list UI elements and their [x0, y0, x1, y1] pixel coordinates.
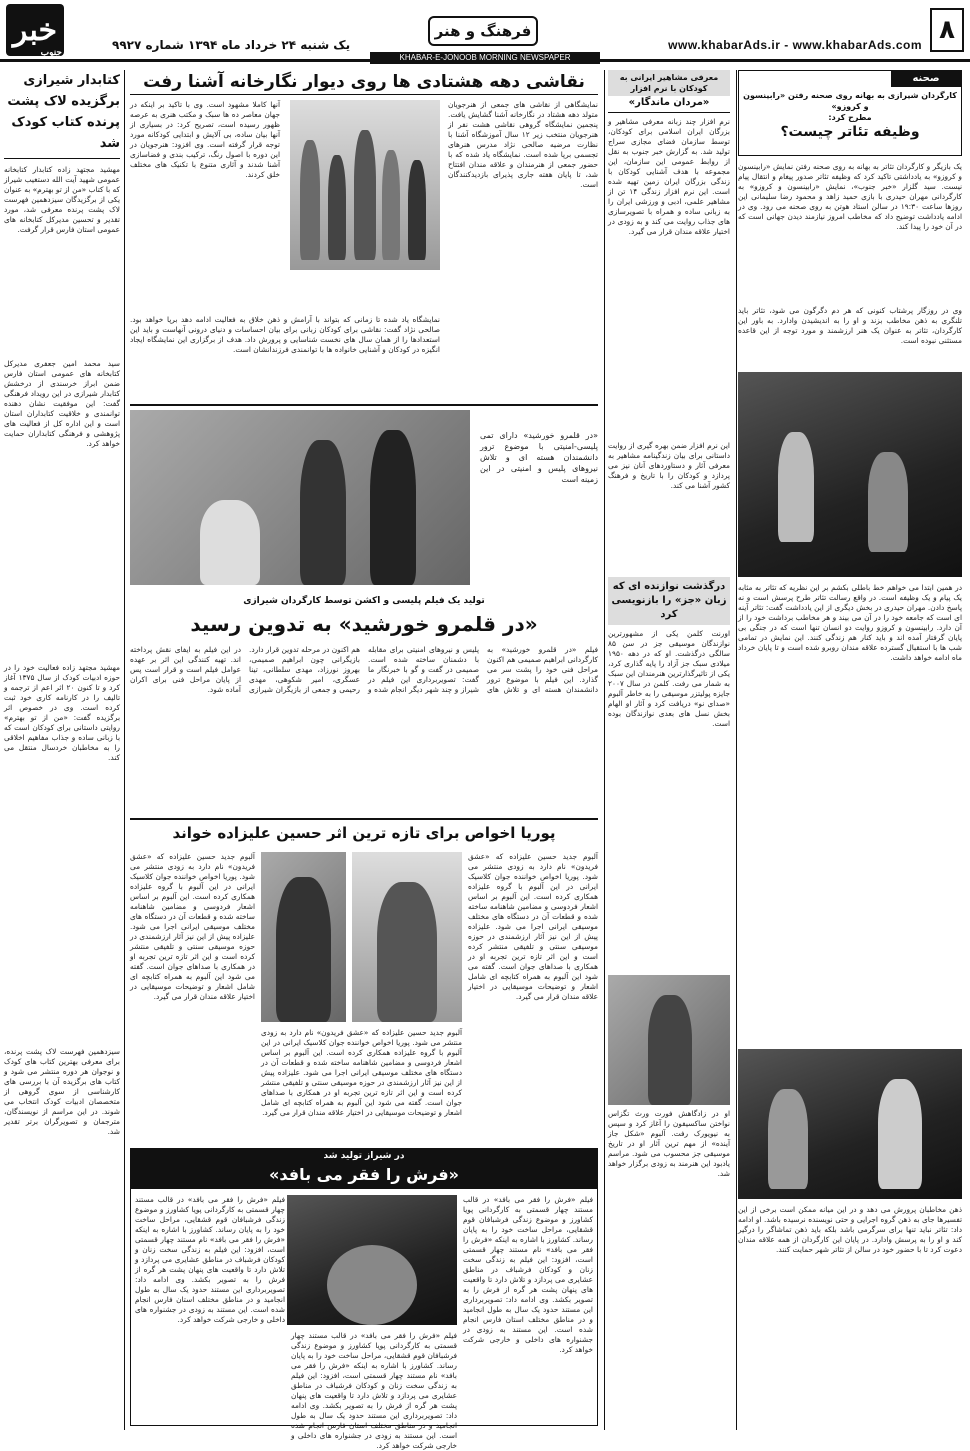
date-issue: یک شنبه ۲۴ خرداد ماه ۱۳۹۴ شماره ۹۹۲۷ [112, 38, 351, 52]
gallery-title: نقاشی دهه هشتادی ها روی دیوار نگارخانه آشنا رفت [130, 70, 598, 95]
theatre-body-1: یک بازیگر و کارگردان تئاتر به بهانه به روی صحنه رفتن نمایش «رابینسون و کروزو» به یادداشتی تاکید کرد که وظیفه تئاتر صدور پیغام و انتقال پیام نیست. سید گلزار «خبر جنوب»، نمایش «رابینسون و کروزو» به کارگردانی مهران حیدری با بازی حمید زاهد و محمود رضا سلیمانی این روزها ساعت ۱۹:۳۰ در سالن استاد هوتن به روی صحنه می رود. وی در ادامه یادداشت توضیح داد که مخاطب امروز نیازمند دیدن جهانی است که در آن خود را پیدا کند. [738, 162, 963, 231]
theatre-title: وظیفه تئاتر چیست؟ [780, 124, 920, 140]
theatre-sub: مطرح کرد: [828, 113, 872, 122]
jazz-body-1: اورنت کلمن یکی از مشهورترین نوازندگان موسیقی جز در سن ۸۵ سالگی درگذشت. او که در دهه ۱۹۵۰ میلادی سبک جز آزاد را پایه گذاری کرد، یکی از تاثیرگذارترین هنرمندان این سبک به شمار می رفت. کلمن در سال ۲۰۰۷ جایزه پولیتزر موسیقی را به خاطر آلبوم «صدای نو» دریافت کرد و آثار او الهام بخش نسل های بعدی نوازندگان بوده است. [608, 629, 730, 728]
column-divider [124, 70, 125, 1430]
tagline: KHABAR-E-JONOOB MORNING NEWSPAPER [370, 52, 600, 64]
library-body-4: سیزدهمین فهرست لاک پشت پرنده، برای معرفی بهترین کتاب های کودک و نوجوان هر دوره منتشر می شود و کتاب های برگزیده آن با بررسی های کارشناسی از سوی گروهی از متخصصان ادبیات کودک انتخاب می شوند. در این مراسم از نویسندگان، مترجمان و تصویرگران برتر تقدیر شد. [4, 1047, 120, 1136]
column-divider [736, 70, 737, 1430]
logo-text: خبر [12, 12, 58, 48]
section-rule [130, 404, 598, 406]
film-story [130, 410, 598, 815]
jazz-body-2: او در زادگاهش فورت ورث تگزاس نواختن ساکسیفون را آغاز کرد و سپس به نیویورک رفت. آلبوم «شکل جاز آینده» از مهم ترین آثار او در تاریخ موسیقی جز محسوب می شود. مراسم یادبود این هنرمند به زودی برگزار خواهد شد. [608, 1109, 730, 1178]
composer-photo [261, 852, 346, 1022]
music-story [130, 822, 598, 1142]
film-body: فیلم «در قلمرو خورشید» به کارگردانی ابراهیم صمیمی هم اکنون مراحل فنی خود را پشت سر می گذارد. این فیلم با موضوع ترور دانشمندان هسته ای و تلاش های پلیس و نیروهای امنیتی برای مقابله با دشمنان ساخته شده است. صمیمی در گفت و گو با خبرنگار ما گفت: تصویربرداری این فیلم در شیراز و چند شهر دیگر انجام شده و هم اکنون در مرحله تدوین قرار دارد. بازیگرانی چون ابراهیم صمیمی، بهروز نورزاد، مهدی سلطانی، تینا عسگری، امیر شکوهی، مهدی رحیمی و جمعی از بازیگران شیرازی در این فیلم به ایفای نقش پرداخته اند. تهیه کنندگی این اثر بر عهده عوامل فیلم است و قرار است پس از پایان مراحل فنی برای اکران آماده شود. [130, 645, 598, 694]
page-number: ۸ [930, 8, 964, 52]
logo-sub: جنوب [40, 48, 62, 58]
gallery-body-3: نمایشگاه یاد شده تا زمانی که بتواند با آرامش و ذهن خلاق به فعالیت ادامه دهد برپا خواهد بود. صالحی نژاد گفت: نقاشی برای کودکان زبانی برای بیان احساسات و دنیای درونی آنهاست و باید این استعدادها را از همان سال های نخست شناسایی و پرورش داد. هدف از برگزاری این نمایشگاه ایجاد انگیزه در کودکان و آشنایی خانواده ها با توانمندی فرزندانشان است. [130, 315, 440, 354]
theatre-column [738, 70, 962, 1425]
singer-photo [352, 852, 462, 1022]
authors-pre: معرفی مشاهیر ایرانی به کودکان با نرم افزار [608, 70, 730, 96]
library-body-1: مهشید مجتهد زاده کتابدار کتابخانه عمومی شهید آیت الله دستغیب شیراز که با کتاب «من از تو بهترم» به عنوان یکی از برگزیدگان سیزدهمین فهرست لاک پشت پرنده معرفی شد، مورد تقدیر و تحسین مدیرکل کتابخانه های عمومی استان فارس قرار گرفت. [4, 165, 120, 234]
gallery-story [130, 70, 598, 400]
theatre-header-box [738, 70, 962, 156]
carpet-photo [287, 1195, 457, 1325]
carpet-body-cont: فیلم «فرش را فقر می بافد» در قالب مستند چهار قسمتی به کارگردانی پویا کشاورز و موضوع زندگی فرشبافان قوم قشقایی، مراحل ساخت خود را به پایان رساند. کشاورز با اشاره به اینکه «فرش را فقر می بافد» نام مستند چهار قسمتی است، افزود: این فیلم به زندگی سخت زنان و کودکان فرشباف در مناطق عشایری می پردازد و تلاش دارد تا واقعیت های پنهان پشت هر گره از فرش را به تصویر بکشد. وی ادامه داد: تصویربرداری این مستند حدود یک سال به طول انجامید و در مناطق مختلف استان فارس انجام شده است. این مستند به زودی در جشنواره های داخلی و خارجی شرکت خواهد کرد. [135, 1195, 285, 1324]
library-title: کتابدار شیرازی برگزیده لاک پشت پرنده کتاب کودک شد [4, 70, 120, 159]
library-body-3: مهشید مجتهد زاده فعالیت خود را در حوزه ادبیات کودک از سال ۱۳۷۵ آغاز کرد و تا کنون ۲۰ اثر اعم از ترجمه و تالیف را در کارنامه کاری خود ثبت کرده است. وی در خصوص اثر برگزیده گفت: «من از تو بهترم» روایتی داستانی برای کودکان است که با زبانی ساده و جذاب مفاهیم اخلاقی را به مخاطبان خردسال منتقل می کند. [4, 663, 120, 762]
police-photo [130, 410, 470, 585]
film-caption: «در قلمرو خورشید» دارای تمی پلیسی-امنیتی با موضوع ترور دانشمندان هسته ای و تلاش نیروهای پلیس و امنیتی در این زمینه است [480, 431, 598, 484]
authors-column [608, 70, 730, 1425]
carpet-body-bottom: فیلم «فرش را فقر می بافد» در قالب مستند چهار قسمتی به کارگردانی پویا کشاورز و موضوع زندگی فرشبافان قوم قشقایی، مراحل ساخت خود را به پایان رساند. کشاورز با اشاره به اینکه «فرش را فقر می بافد» نام مستند چهار قسمتی است، افزود: این فیلم به زندگی سخت زنان و کودکان فرشباف در مناطق عشایری می پردازد و تلاش دارد تا واقعیت های پنهان پشت هر گره از فرش را به تصویر بکشد. وی ادامه داد: تصویربرداری این مستند حدود یک سال به طول انجامید و در مناطق مختلف استان فارس انجام شده است. این مستند به زودی در جشنواره های داخلی و خارجی شرکت خواهد کرد. [291, 1331, 457, 1450]
carpet-title: «فرش را فقر می بافد» [131, 1163, 597, 1189]
theatre-photo-2 [738, 1049, 962, 1199]
theatre-body-4: ذهن مخاطبان پرورش می دهد و در این میانه ممکن است برخی از این تفسیرها جای به ذهن گروه اجرایی و حتی نویسنده نرسیده باشد. او ادامه داد: تئاتر نباید تنها برای سرگرمی باشد بلکه باید ذهن تماشاگر را درگیر کند و او را به پرسش وادارد. در پایان این کارگردان از همه علاقه مندان دعوت کرد تا با حضور خود در سالن از تئاتر شهر حمایت کنند. [738, 1205, 962, 1254]
carpet-story [130, 1148, 598, 1450]
saxophone-photo [608, 975, 730, 1105]
section-title: فرهنگ و هنر [428, 16, 538, 46]
carpet-body: فیلم «فرش را فقر می بافد» در قالب مستند چهار قسمتی به کارگردانی پویا کشاورز و موضوع زندگی فرشبافان قوم قشقایی، مراحل ساخت خود را به پایان رساند. کشاورز با اشاره به اینکه «فرش را فقر می بافد» نام مستند چهار قسمتی است، افزود: این فیلم به زندگی سخت زنان و کودکان فرشباف در مناطق عشایری می پردازد و تلاش دارد تا واقعیت های پنهان پشت هر گره از فرش را به تصویر بکشد. وی ادامه داد: تصویربرداری این مستند حدود یک سال به طول انجامید و در مناطق مختلف استان فارس انجام شده است. این مستند به زودی در جشنواره های داخلی و خارجی شرکت خواهد کرد. [463, 1195, 593, 1354]
carpet-kicker: در شیراز تولید شد [131, 1149, 597, 1163]
theatre-body-2: وی در روزگار پرشتاب کنونی که هر دم دگرگون می شود، تئاتر باید تلنگری به ذهن مخاطب بزند و او را به اندیشیدن وادارد. به باور این کارگردان، تئاتر به عنوان یک هنر ارزشمند و مورد توجه از این قاعده مستثنی نبوده است. [738, 306, 962, 345]
gallery-photo [290, 100, 440, 270]
authors-body-2: این نرم افزار ضمن بهره گیری از روایت داستانی برای بیان زندگینامه مشاهیر به معرفی آثار و دستاوردهای آنان نیز می پردازد و کودکان را با تاریخ و فرهنگ کشور آشنا می کند. [608, 441, 730, 490]
column-divider [604, 70, 605, 1430]
section-rule [130, 818, 598, 820]
theatre-pre-title: کارگردان شیرازی به بهانه روی صحنه رفتن «رابینسون و کروزو» [743, 91, 957, 111]
newspaper-logo [6, 4, 64, 56]
library-body-2: سید محمد امین جعفری مدیرکل کتابخانه های عمومی استان فارس ضمن ابراز خرسندی از درخشش کتابدار شیرازی در این رویداد فرهنگی گفت: این موفقیت نشان دهنده توانمندی و خلاقیت کتابداران استان است و این اداره کل از فعالیت های پژوهشی و فرهنگی کتابداران حمایت خواهد کرد. [4, 359, 120, 448]
theatre-photo-1 [738, 372, 962, 577]
jazz-headline: درگذشت نوازنده ای که زبان «جز» را بازنویسی کرد [608, 577, 730, 625]
film-title: «در قلمرو خورشید» به تدوین رسید [190, 612, 538, 636]
music-body-bottom: آلبوم جدید حسین علیزاده که «عشق فریدون» نام دارد به زودی منتشر می شود. پوریا اخواص خواننده جوان کلاسیک ایرانی در این آلبوم با گروه علیزاده همکاری کرده است. این آلبوم بر اساس اشعار فردوسی و مضامین شاهنامه ساخته شده و قطعات آن در دستگاه های مختلف موسیقی ایرانی اجرا می شود. علیزاده پیش از این نیز آثار ارزشمندی در حوزه موسیقی سنتی و تلفیقی منتشر کرده است و این اثر تازه ترین تجربه او در همکاری با صداهای جوان است. گفته می شود این آلبوم به همراه کتابچه ای شامل اشعار و توضیحات موسیقایی در اختیار علاقه مندان قرار می گیرد. [261, 1028, 462, 1117]
music-title: پوریا اخواص برای تازه ترین اثر حسین علیزاده خواند [172, 824, 556, 842]
authors-body-1: نرم افزار چند زبانه معرفی مشاهیر و بزرگان ایران اسلامی برای کودکان، توسط سازمان فضای مجازی سراج تولید شد. به گزارش خبر جنوب به نقل از روابط عمومی این سازمان، این مجموعه با هدف آشنایی کودکان با زندگی بزرگان ایران زمین تهیه شده است. این نرم افزار زندگی ۱۴ تن از مشاهیر علمی، ادبی و ورزشی ایران را به زبانی ساده و همراه با تصویرسازی های جذاب روایت می کند و به زودی در اختیار علاقه مندان قرار می گیرد. [608, 117, 730, 236]
theatre-body-3: در همین ابتدا می خواهم خط باطلی بکشم بر این نظریه که تئاتر به مثابه یک پیام و یک وظیفه است. در واقع رسالت تئاتر طرح پرسش است و نه پاسخ دادن. مهران حیدری در بخش دیگری از این یادداشت گفت: تئاتر آینه ای است که جامعه خود را در آن می بیند و هر مخاطب برداشت خود را از آن دارد. رابینسون و کروزو روایت دو انسان تنها است که در جنگی بی پایان گرفتار آمده اند و باید کنار هم زندگی کنند. این نمایش در تمامی شب ها با استقبال گسترده علاقه مندان روبرو شده است و تا پایان خرداد ماه ادامه خواهد داشت. [738, 583, 962, 662]
masthead [0, 0, 970, 62]
theatre-kicker: صحنه [891, 71, 961, 87]
music-body: آلبوم جدید حسین علیزاده که «عشق فریدون» نام دارد به زودی منتشر می شود. پوریا اخواص خواننده جوان کلاسیک ایرانی در این آلبوم با گروه علیزاده همکاری کرده است. این آلبوم بر اساس اشعار فردوسی و مضامین شاهنامه ساخته شده و قطعات آن در دستگاه های مختلف موسیقی ایرانی اجرا می شود. علیزاده پیش از این نیز آثار ارزشمندی در حوزه موسیقی سنتی و تلفیقی منتشر کرده است و این اثر تازه ترین تجربه او در همکاری با صداهای جوان است. گفته می شود این آلبوم به همراه کتابچه ای شامل اشعار و توضیحات موسیقایی در اختیار علاقه مندان قرار می گیرد. [468, 852, 598, 1001]
music-body-cont: آلبوم جدید حسین علیزاده که «عشق فریدون» نام دارد به زودی منتشر می شود. پوریا اخواص خواننده جوان کلاسیک ایرانی در این آلبوم با گروه علیزاده همکاری کرده است. این آلبوم بر اساس اشعار فردوسی و مضامین شاهنامه ساخته شده و قطعات آن در دستگاه های مختلف موسیقی ایرانی اجرا می شود. علیزاده پیش از این نیز آثار ارزشمندی در حوزه موسیقی سنتی و تلفیقی منتشر کرده است و این اثر تازه ترین تجربه او در همکاری با صداهای جوان است. گفته می شود این آلبوم به همراه کتابچه ای شامل اشعار و توضیحات موسیقایی در اختیار علاقه مندان قرار می گیرد. [130, 852, 255, 1001]
gallery-body-1: نمایشگاهی از نقاشی های جمعی از هنرجویان متولد دهه هشتاد در نگارخانه آشنا گشایش یافت. پنجمین نمایشگاه گروهی نقاشی هشت نفر از هنرجویان منتخب زیر ۱۲ سال آموزشگاه آشنا با نظارت مرضیه صالحی نژاد مدرس هنرهای تجسمی برپا شده است. نمایشگاه یاد شده که با حضور جمعی از هنرمندان و علاقه مندان افتتاح شد، تا پایان هفته جاری پذیرای بازدیدکنندگان است. [448, 100, 599, 189]
authors-title: «مردان ماندگار» [608, 96, 730, 113]
gallery-body-2: آنها کاملا مشهود است. وی با تاکید بر اینکه در جهان معاصر ده ها سبک و مکتب هنری به عرصه ظهور رسیده است، تصریح کرد: در بسیاری از آنها بیان ساده، بی آلایش و ابتدایی کودکانه مورد توجه قرار گرفته است. وی افزود: هنرجویان در این دوره با اصول رنگ، ترکیب بندی و فضاسازی آشنا شدند و آثاری متنوع با تکنیک های مختلف خلق کردند. [130, 100, 280, 179]
library-column [4, 70, 120, 1425]
site-url[interactable]: www.khabarAds.ir - www.khabarAds.com [668, 38, 922, 52]
film-kicker: تولید یک فیلم پلیسی و اکشن توسط کارگردان شیرازی [243, 596, 485, 606]
